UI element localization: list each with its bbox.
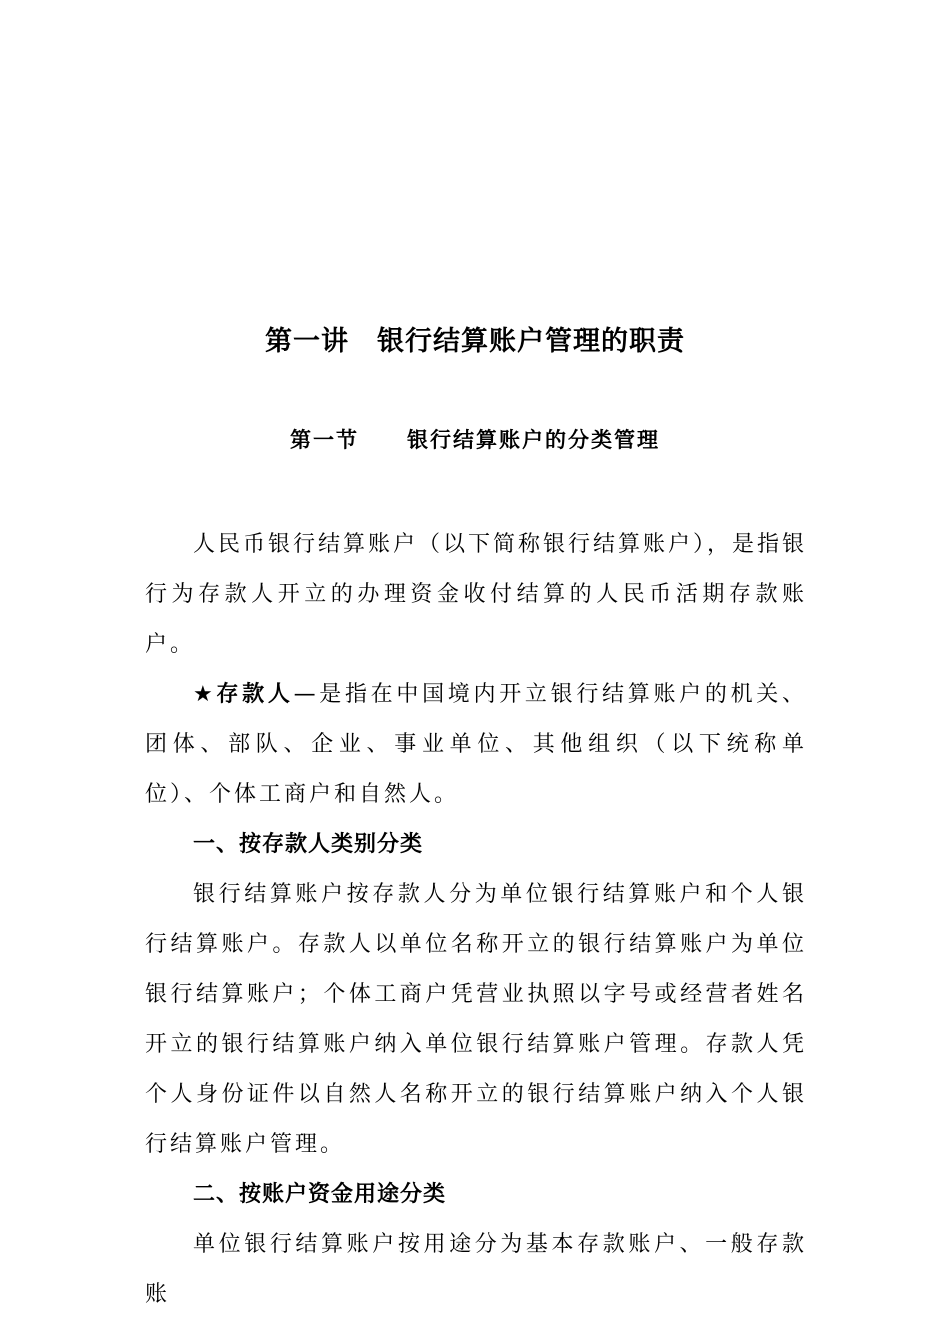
paragraph-definition: 人民币银行结算账户（以下简称银行结算账户），是指银行为存款人开立的办理资金收付结算的人民币活期存款账户。 (145, 532, 808, 657)
paragraph-depositor (145, 670, 807, 820)
depositor-definition: —是指在中国境内开立银行结算账户的机关、团体、部队、企业、事业单位、其他组织（以下统称单位）、个体工商户和自然人。 (145, 682, 807, 807)
paragraph-by-fund-usage: 单位银行结算账户按用途分为基本存款账户、一般存款账 (145, 1232, 807, 1307)
chapter-name: 银行结算账户管理的职责 (377, 326, 685, 357)
chapter-label: 第一讲 (265, 326, 349, 357)
section-label: 第一节 (290, 428, 359, 452)
body-text (145, 520, 807, 1320)
section-title (0, 424, 950, 456)
paragraph-by-depositor-type: 银行结算账户按存款人分为单位银行结算账户和个人银行结算账户。存款人以单位名称开立的银行结算账户为单位银行结算账户；个体工商户凭营业执照以字号或经营者姓名开立的银行结算账户纳入单位银行结算账户管理。存款人凭个人身份证件以自然人名称开立的银行结算账户纳入个人银行结算账户管理。 (145, 882, 807, 1157)
heading-by-fund-usage: 二、按账户资金用途分类 (193, 1182, 447, 1207)
chapter-title (0, 322, 950, 362)
heading-by-depositor-type: 一、按存款人类别分类 (193, 832, 424, 857)
section-name: 银行结算账户的分类管理 (407, 428, 660, 452)
depositor-term: ★存款人 (193, 682, 294, 707)
